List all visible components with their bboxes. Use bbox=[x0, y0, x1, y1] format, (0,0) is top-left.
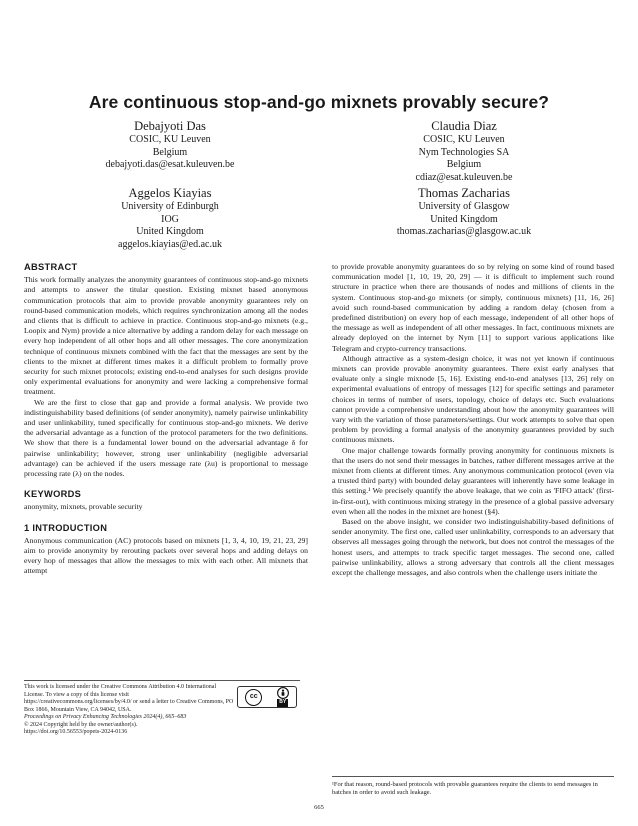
left-column bbox=[24, 262, 308, 577]
copyright-line: © 2024 Copyright held by the owner/author(s). bbox=[24, 721, 138, 728]
cc-by-badge bbox=[237, 686, 297, 708]
attribution-icon bbox=[277, 687, 289, 707]
author-email: cdiaz@esat.kuleuven.be bbox=[415, 171, 513, 183]
intro-paragraph: Although attractive as a system-design choice, it was not yet known if continuous mixnets can provide provable anonymity guarantees. There exist early analyses that evaluate only a single mixnode [5, 16]. Existing end-to-end analyses [13, 26] rely on experimental evaluations of entropy of messages [12] for specific settings and parameter choices in terms of number of users, topology, choice of delays etc. Such evaluations cannot provide a comprehensive understanding about how the anonymity guarantees will vary with the variation of those parameters/settings. Our work attempts to solve that open problem by providing a formal analysis of the anonymity guarantees provided by such continuous mixnets. bbox=[332, 353, 614, 445]
author-affiliation: COSIC, KU Leuven bbox=[423, 134, 505, 145]
doi-link[interactable]: https://doi.org/10.56553/popets-2024-0136 bbox=[24, 729, 128, 735]
author-name: Thomas Zacharias bbox=[418, 186, 510, 200]
author-block-kiayias bbox=[62, 186, 278, 251]
intro-paragraph: Based on the above insight, we consider two indistinguishability-based definitions of sender anonymity. The first one, called user unlinkability, corresponds to an adversary that observes all messages going through the network, but does not control the messages of the honest users, and attempts to track specific target messages. The second one, called pairwise unlinkability, allows a strong adversary that controls all the client messages except the challenge messages, and also controls when the challenge users initiate the bbox=[332, 517, 614, 578]
by-label: BY bbox=[279, 699, 287, 706]
footnote: ¹For that reason, round-based protocols with provable guarantees require the clients to send messages in batches in order to avoid such leakage. bbox=[332, 776, 614, 797]
keywords-heading: KEYWORDS bbox=[24, 489, 82, 500]
license-text: This work is licensed under the Creative Commons Attribution 4.0 International License. To view a copy of this license visit https://creativecommons.org/licenses/by/4.0/ or send a letter to Creative Commons, PO Box 1866, Mountain View, CA 94042, USA. bbox=[24, 684, 234, 713]
author-name: Claudia Diaz bbox=[431, 119, 497, 133]
author-block-zacharias bbox=[356, 186, 572, 239]
author-country: Belgium bbox=[446, 159, 482, 171]
intro-paragraph: Anonymous communication (AC) protocols based on mixnets [1, 3, 4, 10, 19, 21, 23, 29] aim to provide anonymity by rerouting packets over several hops and adding delays on every hop of messages that allow the messages to mix with each other. All mixnets that attempt bbox=[24, 535, 308, 576]
author-name: Aggelos Kiayias bbox=[128, 186, 212, 200]
keywords-text: anonymity, mixnets, provable security bbox=[24, 502, 143, 512]
person-icon bbox=[277, 687, 289, 699]
author-email: debajyoti.das@esat.kuleuven.be bbox=[105, 159, 235, 171]
intro-paragraph: One major challenge towards formally proving anonymity for continuous mixnets is that the users do not send their messages in batches, rather different messages arrive at the mixnet from clients at different times. Any anonymous communication protocol (even via a trusted third party) with bounded delay guarantees will inherently have some leakage in this setting.¹ We precisely quantify the above leakage, that we coin as 'FIFO attack' (first-in-first-out), with continuous mixing strategy in the presence of a global passive adversary even when all the nodes in the mixnet are honest (§4). bbox=[332, 445, 614, 516]
author-affiliation: IOG bbox=[161, 213, 179, 225]
author-affiliation: University of Edinburgh bbox=[121, 201, 219, 212]
abstract-paragraph: We are the first to close that gap and provide a formal analysis. We provide two indistinguishability based definitions (of sender anonymity), namely pairwise unlinkability and user unlinkability, tuned specifically for continuous stop-and-go mixnets. We derive the adversarial advantage as a function of the protocol parameters for the two definitions. We show that there is a fundamental lower bound on the adversarial advantage δ for pairwise unlinkability; however, strong user unlinkability (negligible adversarial advantage) can be achieved if the users message rate (λu) is proportional to message processing rate (λ) on the nodes. bbox=[24, 397, 308, 479]
license-notice bbox=[24, 680, 300, 737]
author-block-das bbox=[62, 119, 278, 172]
author-country: Belgium bbox=[152, 146, 188, 158]
creative-commons-icon: cc bbox=[245, 689, 262, 706]
author-country: United Kingdom bbox=[136, 226, 204, 238]
author-block-diaz bbox=[356, 119, 572, 184]
proceedings-line: Proceedings on Privacy Enhancing Technologies 2024(4), 665–683 bbox=[24, 714, 187, 720]
author-name: Debajyoti Das bbox=[134, 119, 206, 133]
right-column bbox=[332, 262, 614, 578]
author-email: thomas.zacharias@glasgow.ac.uk bbox=[396, 226, 532, 238]
author-affiliation: Nym Technologies SA bbox=[418, 146, 510, 158]
author-country: United Kingdom bbox=[430, 213, 498, 225]
author-email: aggelos.kiayias@ed.ac.uk bbox=[118, 238, 222, 250]
author-affiliation: COSIC, KU Leuven bbox=[129, 134, 211, 145]
page-number: 665 bbox=[314, 804, 324, 811]
abstract-heading: ABSTRACT bbox=[24, 262, 78, 272]
paper-title: Are continuous stop-and-go mixnets provably secure? bbox=[88, 92, 550, 112]
author-affiliation: University of Glasgow bbox=[418, 201, 510, 212]
intro-paragraph: to provide provable anonymity guarantees do so by relying on some kind of round based communication model [1, 10, 19, 20, 29] — it is difficult to implement such round structure in practice when there are thousands of nodes and millions of clients in the system. Continuous stop-and-go mixnets (or simply, continuous mixnets) [11, 16, 26] avoid such round-based communication by adding a random delay (chosen from a predefined distribution) on every hop of each message, independent of all other hops of the message as well as independent of all other messages. In fact, continuous mixnets are already deployed on the internet by Nym [11] to support various applications like Telegram and crypto-currency transactions. bbox=[332, 262, 614, 353]
introduction-heading: 1 INTRODUCTION bbox=[24, 522, 108, 533]
abstract-paragraph: This work formally analyzes the anonymity guarantees of continuous stop-and-go mixnets and attempts to answer the titular question. Existing mixnet based anonymous communication protocols that aim to provide provable anonymity guarantees rely on round-based communication models, which requires synchronization among all the nodes and clients that is difficult to achieve in practice. Continuous stop-and-go mixnets (e.g., Loopix and Nym) provide a nice alternative by adding a random delay for each message on every hop independent of all other hops and all other messages. The core anonymization technique of continuous mixnets combined with the fact that the messages are sent by the clients to the mixnet at different times makes it a difficult problem to formally prove security for such mixnet protocols; existing end-to-end analyses for such designs provide only experimental evaluations for anonymity and were lacking a comprehensive formal treatment. bbox=[24, 275, 308, 397]
